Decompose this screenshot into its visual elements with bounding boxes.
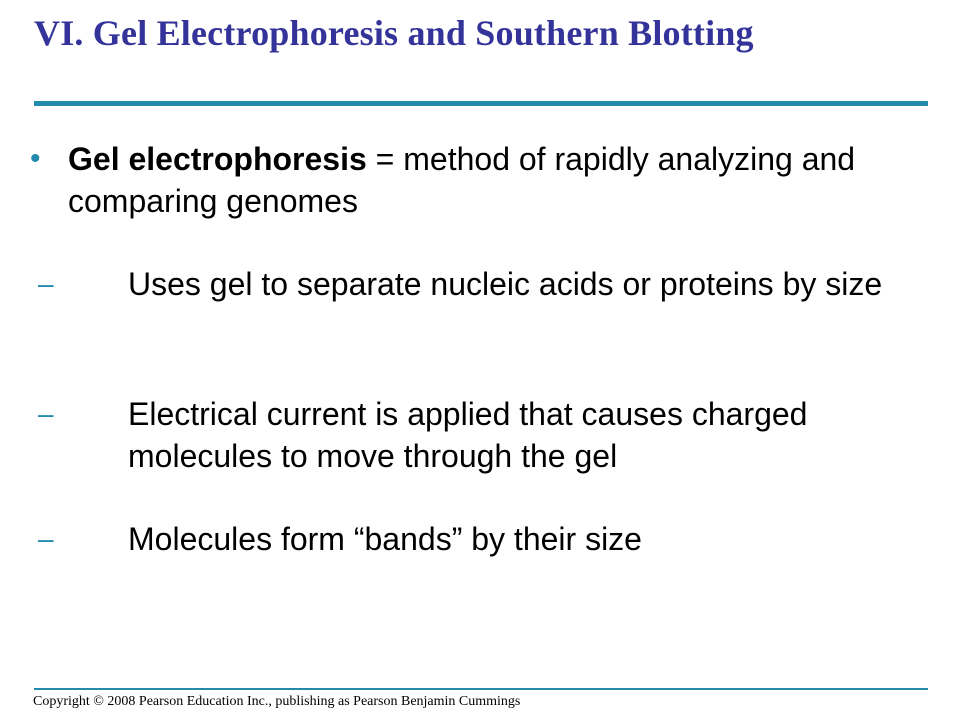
sub-bullet-marker: – bbox=[38, 523, 54, 554]
sub-bullet-marker: – bbox=[38, 398, 54, 429]
title-divider bbox=[34, 101, 928, 106]
copyright-notice: Copyright © 2008 Pearson Education Inc., publishing as Pearson Benjamin Cummings bbox=[33, 694, 521, 709]
sub-bullet-text: Uses gel to separate nucleic acids or proteins by size bbox=[128, 266, 883, 302]
footer-divider bbox=[34, 688, 928, 690]
sub-bullet-text: Electrical current is applied that causes charged molecules to move through the gel bbox=[128, 396, 808, 474]
bullet-text bbox=[68, 138, 908, 222]
slide-title: VI. Gel Electrophoresis and Southern Blotting bbox=[34, 13, 754, 53]
bullet-marker: • bbox=[30, 142, 41, 175]
sub-bullet-text: Molecules form “bands” by their size bbox=[128, 521, 642, 557]
sub-bullet-marker: – bbox=[38, 268, 54, 299]
bullet-term: Gel electrophoresis bbox=[68, 141, 367, 177]
bullet-definition: = method of rapidly analyzing and comparing genomes bbox=[68, 141, 856, 219]
